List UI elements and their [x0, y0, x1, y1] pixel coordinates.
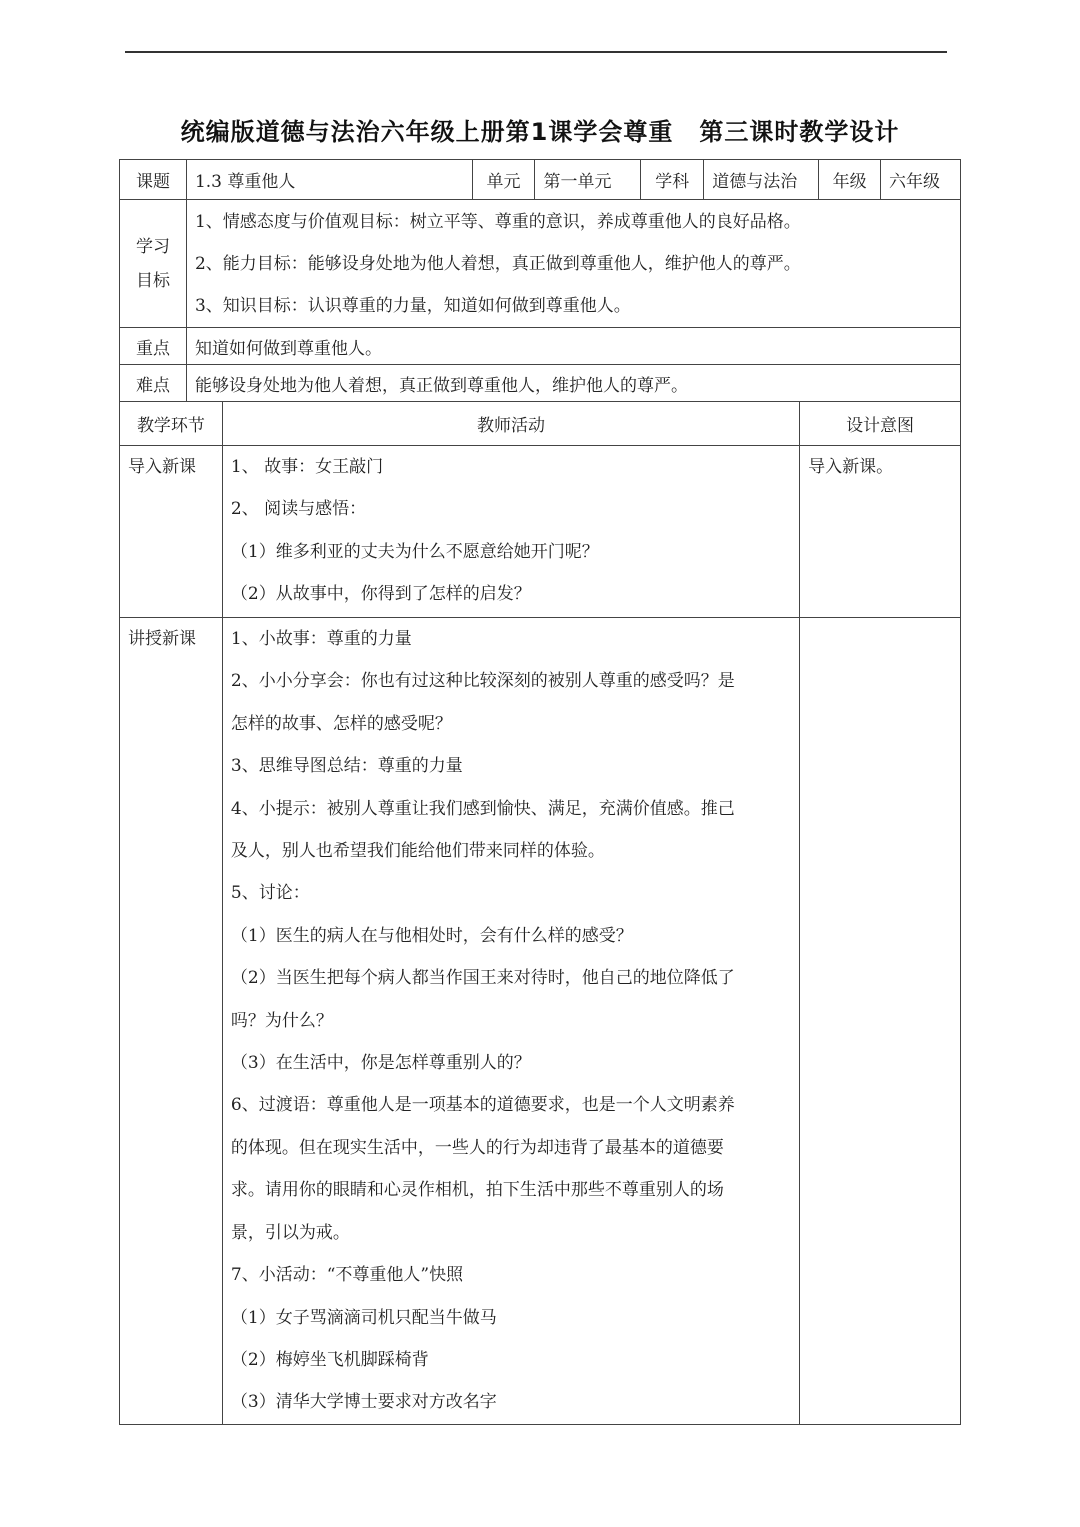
activity-line: （3）在生活中，你是怎样尊重别人的？ [230, 1053, 531, 1074]
activity-line: 1、小故事：尊重的力量 [230, 629, 412, 649]
plan-header-row [120, 402, 961, 446]
unit-value: 第一单元 [535, 160, 641, 200]
activity-line: （3）清华大学博士要求对方改名字 [230, 1392, 497, 1413]
activity-line: 4、小提示：被别人尊重让我们感到愉快、满足，充满价值感。推己 [230, 798, 735, 819]
intent-cell [800, 618, 961, 1425]
teaching-plan-table [119, 401, 961, 1425]
subject-label: 学科 [641, 160, 704, 200]
lesson-value: 1.3 尊重他人 [186, 160, 472, 200]
activity-line: 求。请用你的眼睛和心灵作相机，拍下生活中那些不尊重别人的场 [230, 1180, 724, 1201]
activity-line: 吗？为什么？ [230, 1010, 333, 1031]
difficulty-label: 难点 [120, 365, 187, 402]
activity-cell [222, 446, 799, 618]
subject-value: 道德与法治 [704, 160, 819, 200]
difficulty-value: 能够设身处地为他人着想，真正做到尊重他人，维护他人的尊严。 [186, 365, 960, 402]
activity-line: 及人，别人也希望我们能给他们带来同样的体验。 [230, 841, 605, 862]
info-row [120, 160, 961, 200]
activity-line: 2、 阅读与感悟： [230, 499, 367, 520]
objectives-label-text: 学习目标 [135, 236, 170, 291]
activity-line: 怎样的故事、怎样的感受呢？ [230, 713, 452, 734]
plan-row-teaching [120, 618, 961, 1425]
activity-cell [222, 618, 799, 1425]
stage-cell: 讲授新课 [120, 618, 223, 1425]
objective-item: 1、情感态度与价值观目标：树立平等、尊重的意识，养成尊重他人的良好品格。 [194, 211, 801, 232]
difficulty-row [120, 365, 961, 402]
intent-cell: 导入新课。 [800, 446, 961, 618]
activity-line: 7、小活动：“不尊重他人”快照 [230, 1265, 464, 1286]
activity-line: 的体现。但在现实生活中，一些人的行为却违背了最基本的道德要 [230, 1137, 724, 1158]
page-title [0, 112, 1080, 147]
objectives-cell [186, 200, 960, 328]
activity-line: （1）维多利亚的丈夫为什么不愿意给她开门呢？ [230, 541, 599, 562]
key-row [120, 328, 961, 365]
key-value: 知道如何做到尊重他人。 [186, 328, 960, 365]
title-sub: 第三课时教学设计 [699, 118, 900, 146]
objective-item: 2、能力目标：能够设身处地为他人着想，真正做到尊重他人，维护他人的尊严。 [194, 253, 801, 274]
grade-value: 六年级 [881, 160, 961, 200]
header-rule [125, 51, 947, 53]
activity-line: （2）当医生把每个病人都当作国王来对待时，他自己的地位降低了 [230, 968, 735, 989]
activity-line: （2）梅婷坐飞机脚踩椅背 [230, 1349, 429, 1370]
activity-line: 景，引以为戒。 [230, 1222, 350, 1243]
activity-line: 3、思维导图总结：尊重的力量 [230, 756, 463, 777]
activity-line: 1、 故事：女王敲门 [230, 457, 384, 477]
objectives-label [120, 200, 187, 328]
header-activity: 教师活动 [222, 402, 799, 446]
plan-row-intro [120, 446, 961, 618]
grade-label: 年级 [819, 160, 881, 200]
activity-line: （1）女子骂滴滴司机只配当牛做马 [230, 1307, 497, 1328]
objectives-row [120, 200, 961, 328]
unit-label: 单元 [472, 160, 535, 200]
header-stage: 教学环节 [120, 402, 223, 446]
key-label: 重点 [120, 328, 187, 365]
stage-cell: 导入新课 [120, 446, 223, 618]
title-main: 统编版道德与法治六年级上册第1课学会尊重 [180, 118, 674, 146]
activity-line: （2）从故事中，你得到了怎样的启发？ [230, 584, 531, 605]
activity-line: 2、小小分享会：你也有过这种比较深刻的被别人尊重的感受吗？是 [230, 671, 735, 692]
header-intent: 设计意图 [800, 402, 961, 446]
lesson-label: 课题 [120, 160, 187, 200]
activity-line: 6、过渡语：尊重他人是一项基本的道德要求，也是一个人文明素养 [230, 1095, 735, 1116]
activity-line: （1）医生的病人在与他相处时，会有什么样的感受？ [230, 925, 633, 946]
lesson-info-table [119, 159, 961, 402]
objective-item: 3、知识目标：认识尊重的力量，知道如何做到尊重他人。 [194, 295, 631, 316]
activity-line: 5、讨论： [230, 883, 310, 904]
